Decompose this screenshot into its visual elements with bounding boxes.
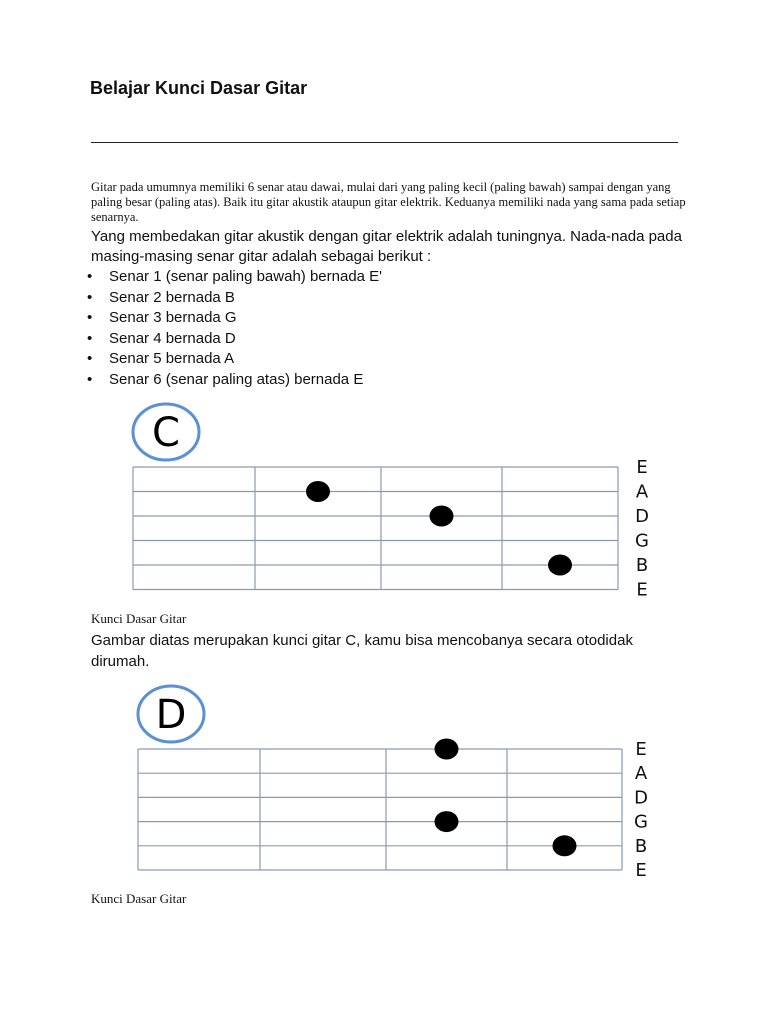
string-label: E [635,739,647,760]
body-paragraph: Gambar diatas merupakan kunci gitar C, kamu bisa mencobanya secara otodidak dirumah. [91,632,633,670]
finger-dot [435,811,459,832]
string-label: B [635,555,649,576]
list-item-text: Senar 6 (senar paling atas) bernada E [109,370,364,388]
string-label: G [635,530,649,552]
bullet: • [87,268,93,285]
bullet: • [87,309,93,327]
string-label: E [636,457,648,478]
bullet: • [87,288,93,306]
bullet: • [87,370,93,388]
string-label: E [635,860,647,881]
string-label: E [636,579,648,601]
string-label: A [634,763,648,785]
chord-name-label: C [152,410,180,456]
intro-paragraph: Gitar pada umumnya memiliki 6 senar atau dawai, mulai dari yang paling kecil (paling bawah) sampai dengan yang paling besar (paling atas). Baik itu gitar akustik ataupun gitar elektrik. Keduanya memiliki nada yang sama pada setiap senarnya. [91,180,686,224]
lead-paragraph: Yang membedakan gitar akustik dengan gitar elektrik adalah tuningnya. Nada-nada pada masing-masing senar gitar adalah sebagai berikut : [91,228,682,265]
figure-caption: Kunci Dasar Gitar [91,891,187,906]
list-item-text: Senar 5 bernada A [109,350,235,368]
string-label: D [635,506,649,527]
string-label: B [634,835,648,857]
figure-caption: Kunci Dasar Gitar [91,611,187,626]
list-item-text: Senar 4 bernada D [109,329,236,347]
page-title: Belajar Kunci Dasar Gitar [90,78,308,98]
list-item-text: Senar 3 bernada G [109,309,237,327]
chord-name-label: D [155,692,187,738]
string-label: A [635,481,649,503]
list-item-text: Senar 1 (senar paling bawah) bernada E' [109,268,383,285]
string-label: G [634,811,648,833]
bullet: • [87,350,93,368]
finger-dot [553,835,577,856]
list-item-text: Senar 2 bernada B [109,288,235,306]
bullet: • [87,329,93,347]
string-label: D [634,787,648,809]
finger-dot [435,739,459,760]
